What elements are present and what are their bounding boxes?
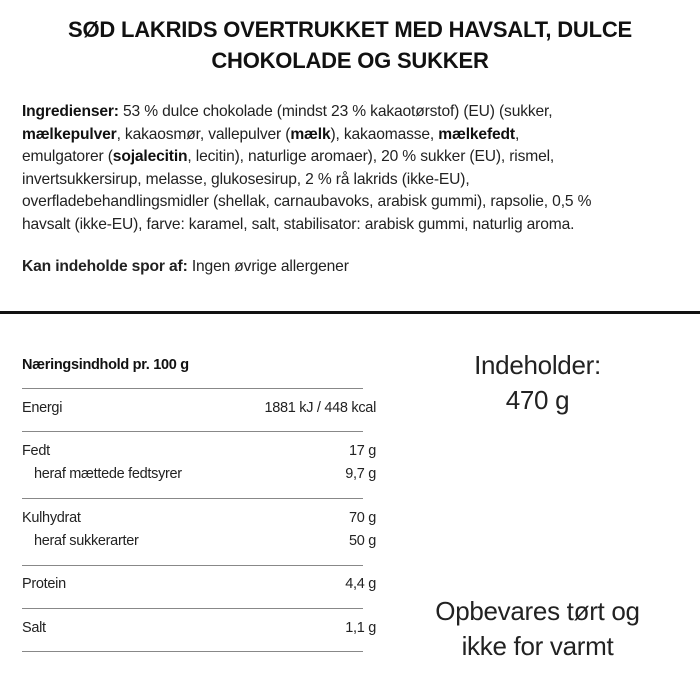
product-title-line-1: SØD LAKRIDS OVERTRUKKET MED HAVSALT, DULCE [67,17,633,42]
ingredient-text: invertsukkersirup, melasse, glukosesirup, 2 % rå lakrids (ikke-EU), [22,170,470,188]
ingredients-line [22,214,692,237]
ingredient-allergen-bold: mælk [290,125,331,143]
ingredient-text: overfladebehandlingsmidler (shellak, carnaubavoks, arabisk gummi), rapsolie, 0,5 % [22,193,592,211]
ingredients-line [22,191,692,214]
nutrition-row [22,466,376,486]
table-rule [22,608,363,609]
ingredient-allergen-bold: mælkepulver [22,125,117,143]
nutrient-label: Energi [22,400,63,416]
table-rule [22,498,363,499]
nutrient-label: heraf sukkerarter [34,533,139,549]
nutrition-row [22,576,376,596]
table-rule [22,651,363,652]
nutrient-value: 9,7 g [345,466,376,482]
table-rule [22,565,363,566]
nutrient-value: 50 g [348,533,376,549]
nutrient-label: heraf mættede fedtsyrer [34,466,182,482]
ingredients-text [22,101,692,237]
net-contents-value: 470 g [505,385,570,415]
product-title-line-2: CHOKOLADE OG SUKKER [211,48,489,73]
nutrient-label: Fedt [22,443,50,459]
ingredient-text: ), kakaomasse, [330,125,439,143]
nutrient-value: 4,4 g [345,576,376,592]
storage-instructions [400,594,675,664]
ingredient-allergen-bold: Ingredienser: [22,103,119,120]
allergen-statement [22,258,349,276]
nutrient-label: Kulhydrat [22,510,81,526]
ingredient-allergen-bold: mælkefedt [438,125,515,143]
nutrition-heading: Næringsindhold pr. 100 g [22,357,189,373]
allergen-label: Kan indeholde spor af: [22,258,188,275]
nutrition-row [22,400,376,420]
storage-line-2: ikke for varmt [461,631,614,661]
ingredient-text: , [514,125,520,143]
product-title [0,14,700,76]
nutrient-value: 70 g [348,510,376,526]
ingredient-text: , lecitin), naturlige aromaer), 20 % sukker (EU), rismel, [187,148,555,166]
nutrition-row [22,533,376,553]
ingredient-text: emulgatorer ( [22,148,113,166]
ingredient-text: 53 % dulce chokolade (mindst 23 % kakaotørstof) (EU) (sukker, [118,103,553,120]
table-rule [22,388,363,389]
nutrition-row [22,620,376,640]
allergen-value: Ingen øvrige allergener [187,258,349,275]
ingredients-line [22,169,692,192]
net-contents [400,348,675,418]
ingredient-text: , kakaosmør, vallepulver ( [116,125,291,143]
nutrient-value: 17 g [348,443,376,459]
nutrient-label: Salt [22,620,46,636]
nutrient-label: Protein [22,576,66,592]
section-divider [0,311,700,314]
table-rule [22,431,363,432]
ingredient-text: havsalt (ikke-EU), farve: karamel, salt, stabilisator: arabisk gummi, naturlig aroma. [22,215,575,233]
ingredients-line [22,146,692,169]
nutrient-value: 1881 kJ / 448 kcal [264,400,376,416]
storage-line-1: Opbevares tørt og [435,596,640,626]
nutrient-value: 1,1 g [345,620,376,636]
net-contents-label: Indeholder: [474,350,601,380]
ingredient-allergen-bold: sojalecitin [112,148,188,166]
ingredients-line [22,101,692,124]
ingredients-line [22,124,692,147]
nutrition-row [22,443,376,463]
nutrition-row [22,510,376,530]
